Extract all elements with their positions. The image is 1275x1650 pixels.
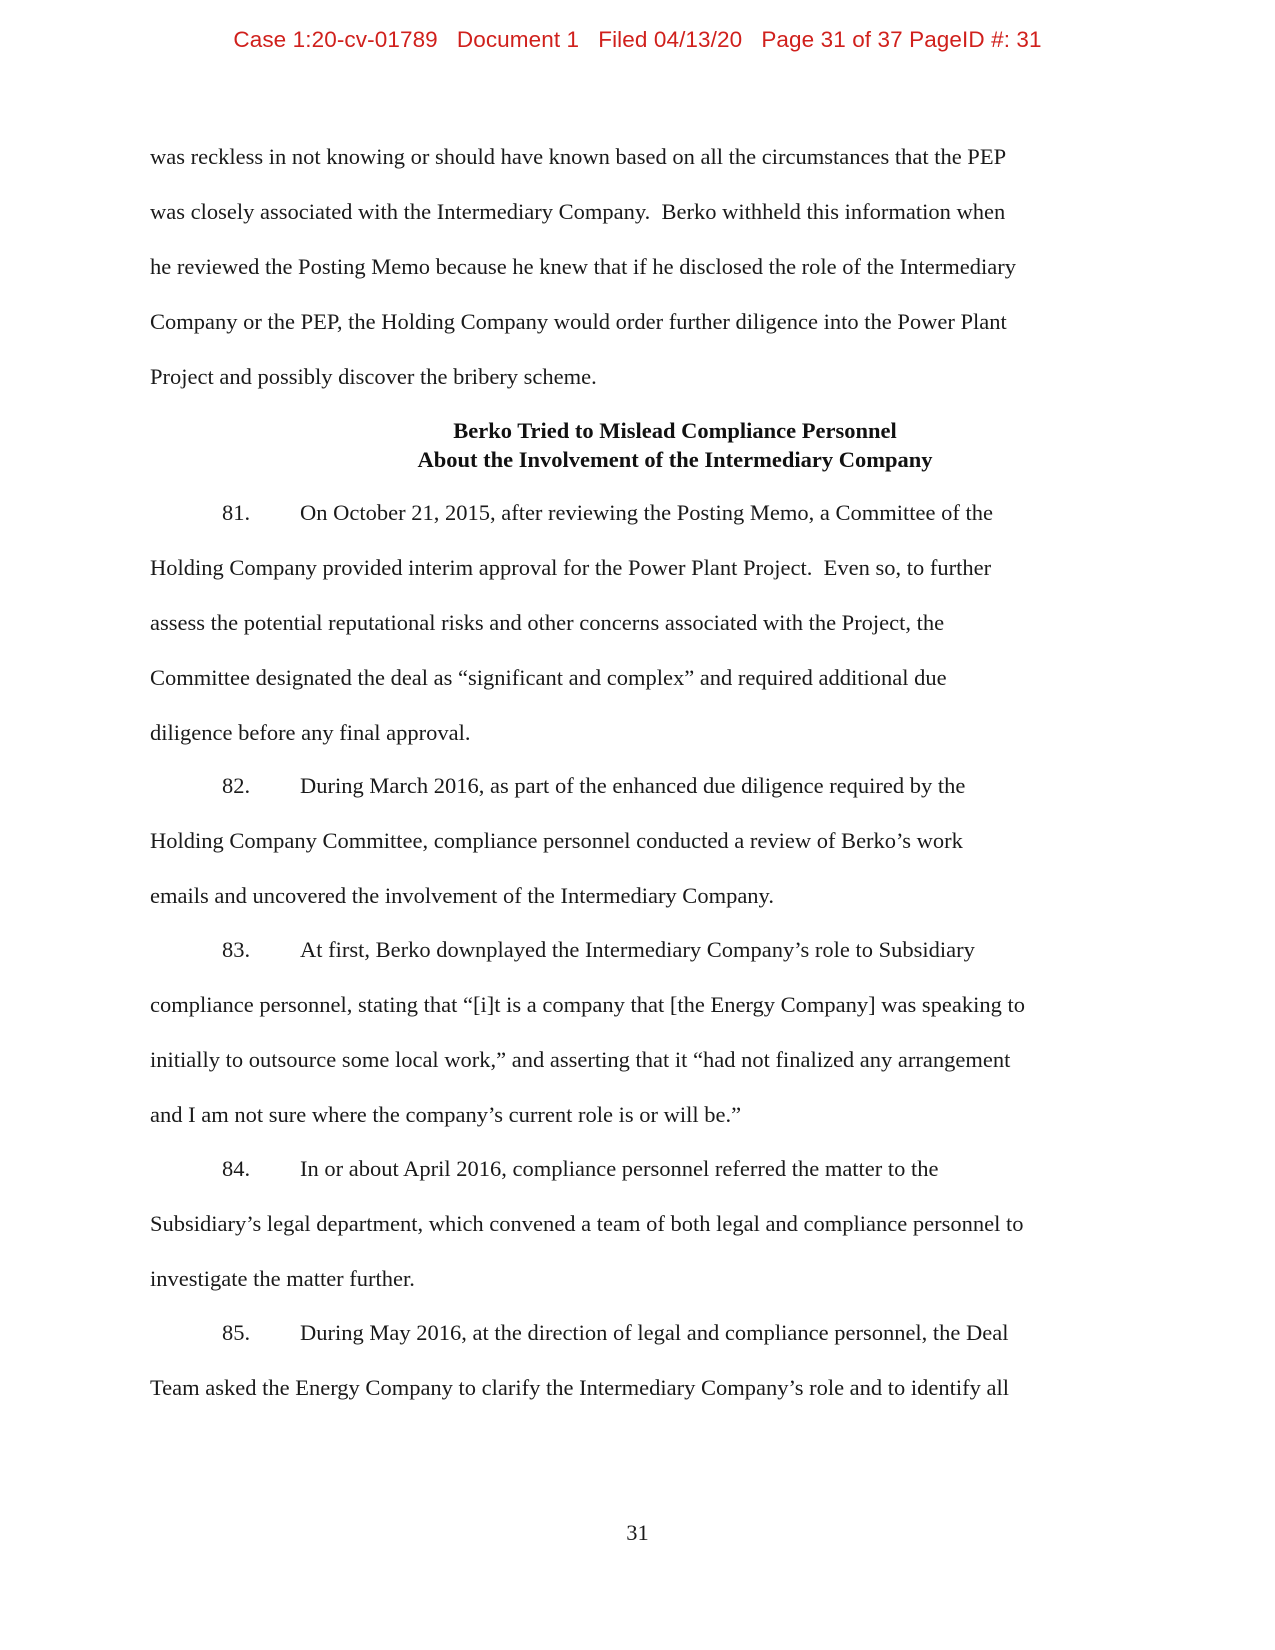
text-line: Subsidiary’s legal department, which convened a team of both legal and compliance personnel to <box>150 1211 1024 1236</box>
text-line: During March 2016, as part of the enhanced due diligence required by the <box>300 773 966 798</box>
text-line: During May 2016, at the direction of legal and compliance personnel, the Deal <box>300 1320 1009 1345</box>
text-line: and I am not sure where the company’s current role is or will be.” <box>150 1102 742 1127</box>
document-number: Document 1 <box>456 27 580 52</box>
text-line: compliance personnel, stating that “[i]t is a company that [the Energy Company] was speaking to <box>150 992 1025 1017</box>
section-heading <box>150 416 1200 474</box>
case-number: Case 1:20-cv-01789 <box>233 27 438 52</box>
paragraph-number: 82. <box>222 773 251 798</box>
text-line: was reckless in not knowing or should have known based on all the circumstances that the PEP <box>150 144 1007 169</box>
paragraph-number: 83. <box>222 937 251 962</box>
text-line: Company or the PEP, the Holding Company would order further diligence into the Power Plant <box>150 309 1007 334</box>
text-line: Holding Company provided interim approval for the Power Plant Project. Even so, to further <box>150 555 992 580</box>
section-heading-line: About the Involvement of the Intermediary Company <box>417 447 933 472</box>
text-line: investigate the matter further. <box>150 1266 415 1291</box>
filed-date: Filed 04/13/20 <box>598 27 743 52</box>
text-line: On October 21, 2015, after reviewing the Posting Memo, a Committee of the <box>300 500 993 525</box>
paragraph-number: 81. <box>222 500 251 525</box>
paragraph-number: 85. <box>222 1320 251 1345</box>
text-line: he reviewed the Posting Memo because he knew that if he disclosed the role of the Intermediary <box>150 254 1016 279</box>
text-line: emails and uncovered the involvement of the Intermediary Company. <box>150 883 774 908</box>
text-line: was closely associated with the Intermediary Company. Berko withheld this information when <box>150 199 1006 224</box>
text-line: Project and possibly discover the bribery scheme. <box>150 364 597 389</box>
section-heading-line: Berko Tried to Mislead Compliance Personnel <box>453 418 897 443</box>
text-line: In or about April 2016, compliance personnel referred the matter to the <box>300 1156 939 1181</box>
text-line: initially to outsource some local work,” and asserting that it “had not finalized any arrangement <box>150 1047 1011 1072</box>
page-number: 31 <box>626 1520 649 1545</box>
text-line: Committee designated the deal as “significant and complex” and required additional due <box>150 665 947 690</box>
text-line: Team asked the Energy Company to clarify the Intermediary Company’s role and to identify all <box>150 1375 1010 1400</box>
text-line: Holding Company Committee, compliance personnel conducted a review of Berko’s work <box>150 828 963 853</box>
page-info: Page 31 of 37 PageID #: 31 <box>761 27 1042 52</box>
text-line: diligence before any final approval. <box>150 720 471 745</box>
text-line: At first, Berko downplayed the Intermediary Company’s role to Subsidiary <box>300 937 975 962</box>
court-filing-header <box>0 27 1275 53</box>
text-line: assess the potential reputational risks and other concerns associated with the Project, the <box>150 610 945 635</box>
paragraph-number: 84. <box>222 1156 251 1181</box>
